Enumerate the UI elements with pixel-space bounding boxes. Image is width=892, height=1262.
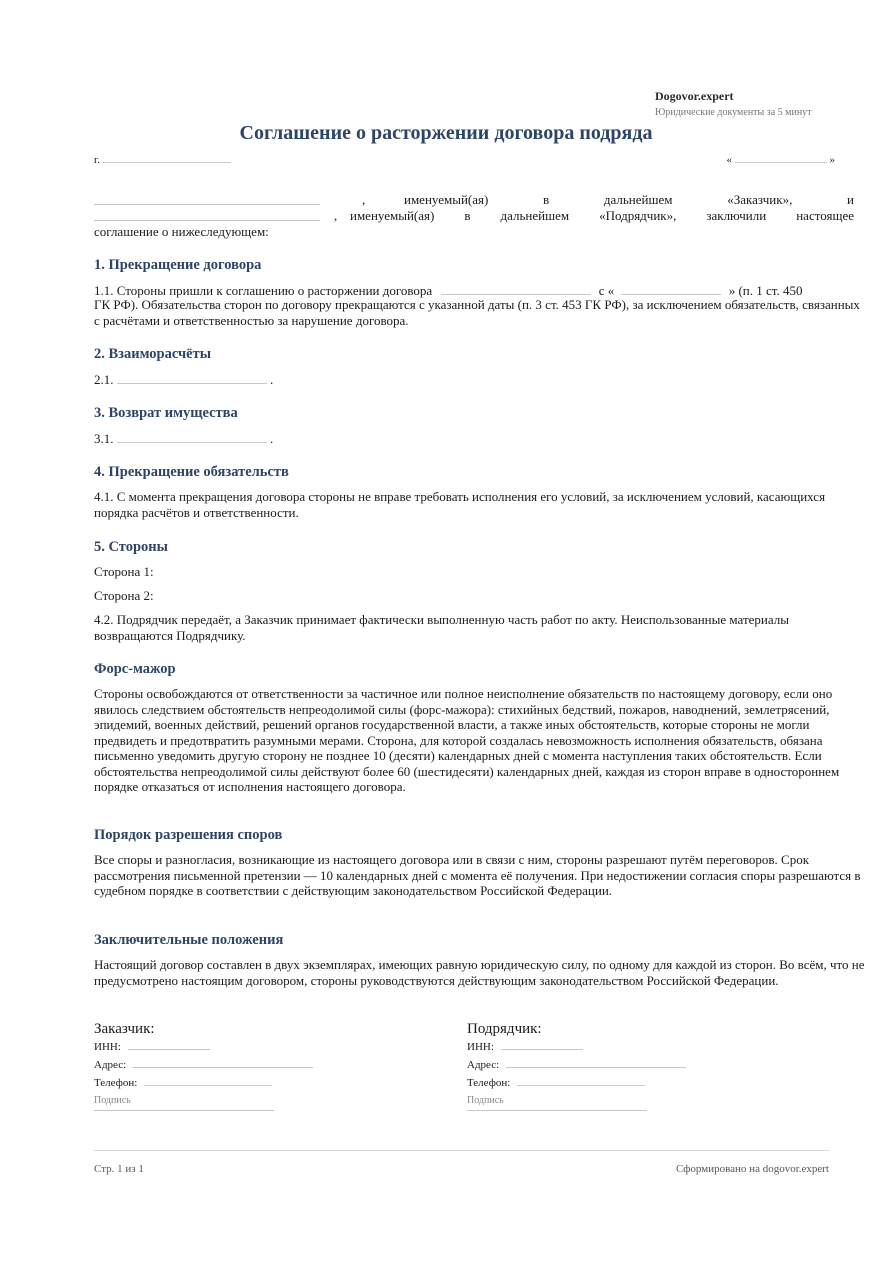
city-blank[interactable]	[103, 150, 231, 163]
brand-name: Dogovor.expert	[655, 89, 734, 103]
date-blank[interactable]	[735, 150, 827, 163]
customer-signature-label: Подпись	[94, 1095, 131, 1106]
contractor-inn-label: ИНН:	[467, 1041, 494, 1053]
contractor-signature-line[interactable]	[467, 1110, 647, 1111]
property-return-blank[interactable]	[117, 430, 267, 443]
contractor-inn-row	[467, 1038, 767, 1056]
section-2-heading: 2. Взаиморасчёты	[94, 346, 212, 362]
section-5-text: 4.2. Подрядчик передаёт, а Заказчик принимает фактически выполненную часть работ по акту. Неиспользованные материалы возвращаются Подрядчику.	[94, 612, 789, 643]
termination-date-blank[interactable]	[621, 282, 721, 295]
customer-role-label: Заказчик:	[94, 1021, 155, 1037]
contractor-signature-block	[467, 1020, 767, 1111]
section-1-heading: 1. Прекращение договора	[94, 257, 262, 273]
section-4-text: 4.1. С момента прекращения договора стороны не вправе требовать исполнения его условий, за исключением условий, касающихся порядка расчётов и ответственности.	[94, 489, 826, 520]
customer-signature-line[interactable]	[94, 1110, 274, 1111]
party-intro-end: соглашение о нижеследующем:	[94, 224, 269, 239]
customer-phone-blank[interactable]	[144, 1075, 272, 1086]
section-1-text-c: » (п. 1 ст. 450	[728, 283, 803, 298]
contractor-role-label: Подрядчик:	[467, 1021, 542, 1037]
section-2-prefix: 2.1.	[94, 372, 114, 387]
contractor-address-label: Адрес:	[467, 1059, 500, 1071]
section-1-text-b: с «	[598, 283, 615, 298]
party-sep-1: ,	[362, 192, 366, 207]
customer-address-row	[94, 1056, 394, 1074]
date-close-quote: »	[829, 154, 835, 166]
section-5-heading: 5. Стороны	[94, 539, 168, 555]
brand-block	[655, 88, 812, 120]
customer-address-label: Адрес:	[94, 1059, 127, 1071]
section-1-line-1	[94, 282, 886, 298]
section-3-heading: 3. Возврат имущества	[94, 405, 238, 421]
customer-signature-block	[94, 1020, 394, 1111]
city-field	[94, 150, 231, 168]
force-majeure-heading: Форс-мажор	[94, 661, 176, 677]
section-2-item	[94, 371, 273, 388]
contractor-name-blank[interactable]	[94, 208, 320, 221]
brand-tagline: Юридические документы за 5 минут	[655, 107, 812, 118]
contractor-inn-blank[interactable]	[501, 1039, 583, 1050]
customer-phone-row	[94, 1074, 394, 1092]
contract-number-blank[interactable]	[441, 282, 591, 295]
side-2-label: Сторона 2:	[94, 588, 154, 603]
contractor-address-row	[467, 1056, 767, 1074]
settlement-blank[interactable]	[117, 371, 267, 384]
final-provisions-text: Настоящий договор составлен в двух экземплярах, имеющих равную юридическую силу, по одному для каждой из сторон. Во всём, что не предусмотрено настоящим договором, стороны руководствуются действующим законодательством Российской Федерации.	[94, 957, 865, 988]
contractor-phone-blank[interactable]	[517, 1075, 645, 1086]
customer-name-blank[interactable]	[94, 192, 320, 205]
force-majeure-text: Стороны освобождаются от ответственности за частичное или полное неисполнение обязательств по настоящему договору, если оно явилось следствием обстоятельств непреодолимой силы (форс-мажора): стихийных бедствий, пожаров, наводнений, землетрясений, эпидемий, военных действий, решений органов государственной власти, а также иных обстоятельств, которые стороны не могли предвидеть и предотвратить разумными мерами. Сторона, для которой создалась невозможность исполнения обязательств, обязана письменно уведомить другую сторону не позднее 10 (десяти) календарных дней с момента наступления таких обстоятельств. Если обстоятельства непреодолимой силы действуют более 60 (шестидесяти) календарных дней, каждая из сторон вправе в одностороннем порядке отказаться от исполнения настоящего договора.	[94, 686, 840, 794]
section-1-text-a: 1.1. Стороны пришли к соглашению о расторжении договора	[94, 283, 433, 298]
party-customer-row	[94, 192, 854, 208]
contractor-phone-label: Телефон:	[467, 1077, 511, 1089]
section-2-suffix: .	[270, 372, 274, 387]
party-contractor-text: именуемый(ая) в дальнейшем «Подрядчик», заключили настоящее	[350, 208, 854, 223]
section-3-suffix: .	[270, 431, 274, 446]
customer-inn-label: ИНН:	[94, 1041, 121, 1053]
footer-page-number: Стр. 1 из 1	[94, 1163, 144, 1175]
section-3-item	[94, 430, 273, 447]
date-open-quote: «	[726, 154, 732, 166]
section-3-prefix: 3.1.	[94, 431, 114, 446]
disputes-text: Все споры и разногласия, возникающие из настоящего договора или в связи с ним, стороны разрешают путём переговоров. Срок рассмотрения письменной претензии — 10 календарных дней с момента её получения. При недостижении согласия споры разрешаются в судебном порядке в соответствии с действующим законодательством Российской Федерации.	[94, 852, 861, 898]
party-customer-text: именуемый(ая) в дальнейшем «Заказчик», и	[404, 192, 854, 207]
party-sep-2: ,	[334, 208, 338, 223]
footer-generated-note: Сформировано на dogovor.expert	[675, 1163, 829, 1175]
final-provisions-heading: Заключительные положения	[94, 932, 284, 948]
section-4-heading: 4. Прекращение обязательств	[94, 464, 289, 480]
section-1-text-d: ГК РФ). Обязательства сторон по договору прекращаются с указанной даты (п. 3 ст. 453 ГК РФ), за исключением обязательств, связанных с расчётами и ответственностью за нарушение договора.	[94, 297, 860, 328]
customer-address-blank[interactable]	[133, 1057, 313, 1068]
party-contractor-row	[94, 208, 854, 224]
date-field	[727, 150, 836, 168]
contractor-signature-label: Подпись	[467, 1095, 504, 1106]
document-title: Соглашение о расторжении договора подряда	[239, 122, 653, 144]
side-1-label: Сторона 1:	[94, 564, 154, 579]
contractor-phone-row	[467, 1074, 767, 1092]
customer-inn-row	[94, 1038, 394, 1056]
disputes-heading: Порядок разрешения споров	[94, 827, 283, 843]
contractor-address-blank[interactable]	[506, 1057, 686, 1068]
customer-phone-label: Телефон:	[94, 1077, 138, 1089]
customer-inn-blank[interactable]	[128, 1039, 210, 1050]
city-prefix: г.	[94, 154, 101, 166]
footer-divider	[94, 1150, 829, 1151]
